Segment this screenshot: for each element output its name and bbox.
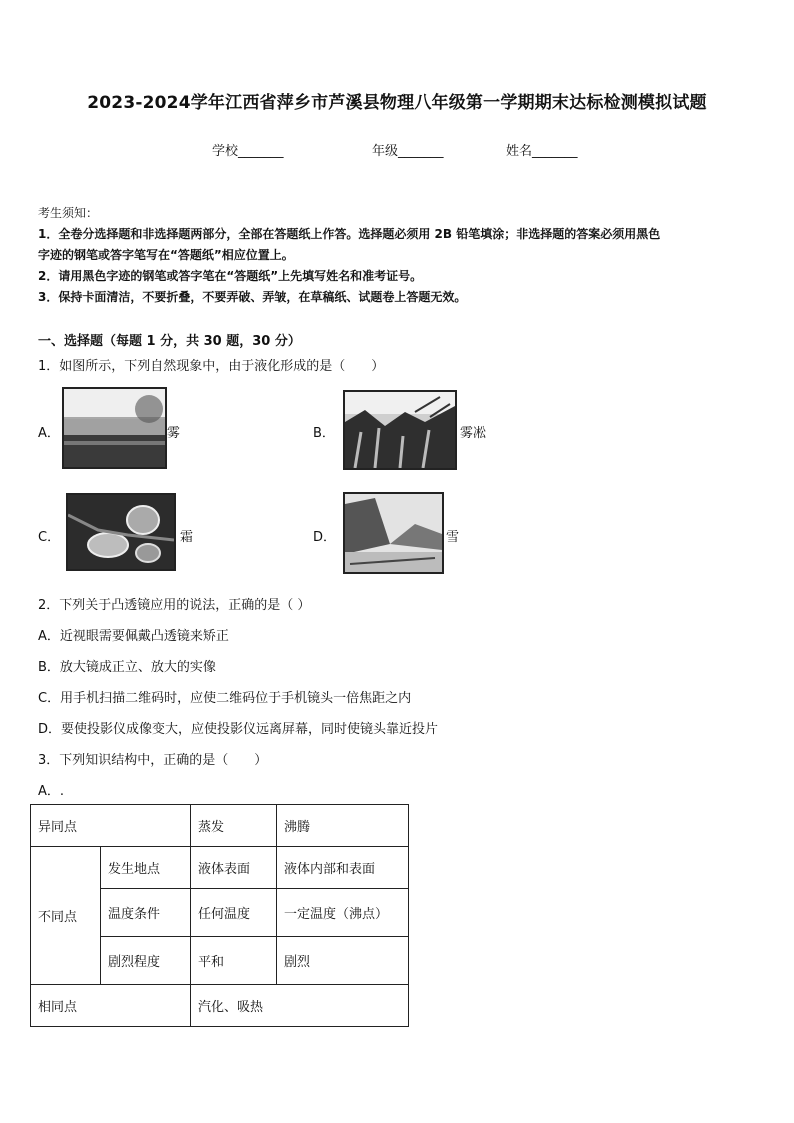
notice-item: 3．保持卡面清洁，不要折叠，不要弄破、弄皱，在草稿纸、试题卷上答题无效。 bbox=[38, 290, 467, 304]
q2-option-d: D．要使投影仪成像变大，应使投影仪远离屏幕，同时使镜头靠近投片 bbox=[38, 722, 439, 737]
table-cell: 剧烈 bbox=[277, 937, 409, 985]
table-cell: 发生地点 bbox=[101, 847, 191, 889]
table-cell: 汽化、吸热 bbox=[191, 985, 409, 1027]
table-cell: 异同点 bbox=[31, 805, 191, 847]
fog-image bbox=[64, 389, 165, 467]
rime-image bbox=[345, 392, 455, 468]
table-cell: 液体内部和表面 bbox=[277, 847, 409, 889]
table-cell: 一定温度（沸点） bbox=[277, 889, 409, 937]
table-cell: 平和 bbox=[191, 937, 277, 985]
knowledge-table bbox=[30, 804, 409, 1027]
school-field: 学校_______ bbox=[212, 144, 284, 159]
table-row bbox=[31, 847, 409, 889]
q1-option-a-caption: 雾 bbox=[167, 426, 181, 441]
frost-photo bbox=[66, 493, 176, 571]
rime-photo bbox=[343, 390, 457, 470]
notice-item: 2．请用黑色字迹的钢笔或答字笔在“答题纸”上先填写姓名和准考证号。 bbox=[38, 269, 423, 283]
name-field: 姓名_______ bbox=[506, 144, 578, 159]
q1-option-c-caption: 霜 bbox=[180, 530, 194, 545]
table-cell: 不同点 bbox=[31, 847, 101, 985]
fog-photo bbox=[62, 387, 167, 469]
page-title: 2023-2024学年江西省萍乡市芦溪县物理八年级第一学期期末达标检测模拟试题 bbox=[87, 93, 707, 113]
q1-option-a-label: A． bbox=[38, 426, 60, 441]
question-2-stem: 2．下列关于凸透镜应用的说法，正确的是（ ） bbox=[38, 598, 311, 613]
table-cell: 剧烈程度 bbox=[101, 937, 191, 985]
notice-heading: 考生须知： bbox=[38, 206, 99, 220]
q1-option-c-label: C． bbox=[38, 530, 61, 545]
table-row bbox=[31, 985, 409, 1027]
table-header-row bbox=[31, 805, 409, 847]
snow-photo bbox=[343, 492, 444, 574]
table-cell: 沸腾 bbox=[277, 805, 409, 847]
question-3-stem: 3．下列知识结构中，正确的是（ ） bbox=[38, 753, 268, 768]
q1-option-d-label: D． bbox=[313, 530, 337, 545]
table-cell: 蒸发 bbox=[191, 805, 277, 847]
table-cell: 相同点 bbox=[31, 985, 191, 1027]
frost-image bbox=[68, 495, 174, 569]
q3-option-a-label: A．. bbox=[38, 784, 65, 799]
notice-item: 字迹的钢笔或答字笔写在“答题纸”相应位置上。 bbox=[38, 248, 294, 262]
snow-image bbox=[345, 494, 442, 572]
q1-option-d-caption: 雪 bbox=[446, 530, 460, 545]
section-heading: 一、选择题（每题 1 分，共 30 题，30 分） bbox=[38, 334, 301, 349]
question-1-stem: 1．如图所示，下列自然现象中，由于液化形成的是（ ） bbox=[38, 359, 385, 374]
q1-option-b-caption: 雾凇 bbox=[460, 426, 487, 441]
q2-option-b: B．放大镜成正立、放大的实像 bbox=[38, 660, 216, 675]
q2-option-a: A．近视眼需要佩戴凸透镜来矫正 bbox=[38, 629, 229, 644]
q2-option-c: C．用手机扫描二维码时，应使二维码位于手机镜头一倍焦距之内 bbox=[38, 691, 412, 706]
notice-item: 1．全卷分选择题和非选择题两部分，全部在答题纸上作答。选择题必须用 2B 铅笔填涂；非选择题的答案必须用黑色 bbox=[38, 227, 661, 241]
table-cell: 液体表面 bbox=[191, 847, 277, 889]
table-cell: 任何温度 bbox=[191, 889, 277, 937]
grade-field: 年级_______ bbox=[372, 144, 444, 159]
table-cell: 温度条件 bbox=[101, 889, 191, 937]
q1-option-b-label: B． bbox=[313, 426, 335, 441]
